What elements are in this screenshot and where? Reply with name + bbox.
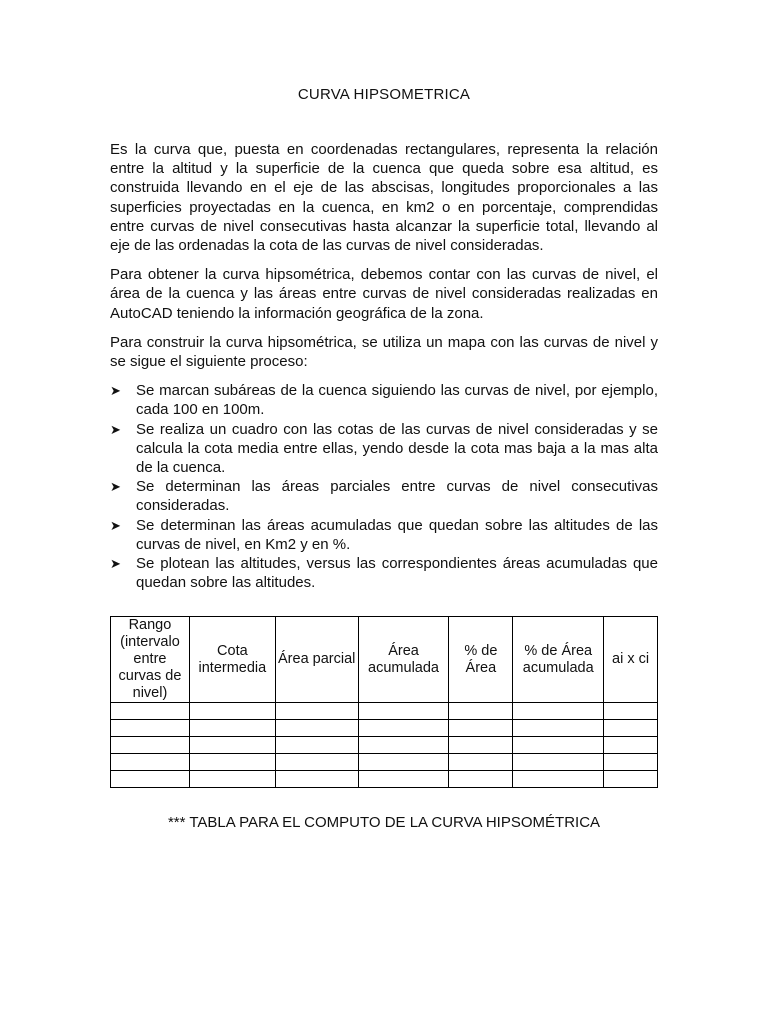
header-porcentaje-area-acumulada: % de Área acumulada: [513, 617, 604, 703]
table-cell: [513, 737, 604, 754]
table-caption: *** TABLA PARA EL COMPUTO DE LA CURVA HIPSOMÉTRICA: [167, 814, 601, 831]
table-cell: [275, 737, 358, 754]
table-cell: [358, 771, 449, 788]
table-cell: [111, 720, 190, 737]
list-item-text: Se plotean las altitudes, versus las correspondientes áreas acumuladas que quedan sobre las altitudes.: [136, 555, 658, 592]
table-cell: [513, 771, 604, 788]
table-cell: [449, 720, 513, 737]
process-steps-list: [110, 381, 658, 592]
table-cell: [604, 771, 658, 788]
table-cell: [513, 754, 604, 771]
list-item-text: Se marcan subáreas de la cuenca siguiendo las curvas de nivel, por ejemplo, cada 100 en 100m.: [136, 382, 658, 419]
table-cell: [111, 771, 190, 788]
arrowhead-bullet-icon: ➤: [110, 383, 121, 399]
header-area-acumulada: Área acumulada: [358, 617, 449, 703]
list-item: [110, 381, 658, 419]
table-cell: [449, 703, 513, 720]
table-cell: [189, 737, 275, 754]
table-cell: [275, 703, 358, 720]
table-row: [111, 703, 658, 720]
list-item-text: Se realiza un cuadro con las cotas de las curvas de nivel consideradas y se calcula la cota media entre ellas, yendo desde la cota mas baja a la mas alta de la cuenca.: [136, 420, 658, 477]
table-cell: [604, 754, 658, 771]
table-cell: [189, 703, 275, 720]
table-cell: [604, 737, 658, 754]
header-area-parcial: Área parcial: [275, 617, 358, 703]
table-cell: [358, 754, 449, 771]
table-row: [111, 737, 658, 754]
list-item: [110, 554, 658, 592]
table-cell: [189, 754, 275, 771]
table-row: [111, 771, 658, 788]
paragraph-process-intro: Para construir la curva hipsométrica, se utiliza un mapa con las curvas de nivel y se sigue el siguiente proceso:: [110, 333, 658, 371]
paragraph-definition: Es la curva que, puesta en coordenadas rectangulares, representa la relación entre la altitud y la superficie de la cuenca que queda sobre esa altitud, es construida llevando en el eje de las abscisas, longitudes proporcionales a las superficies proyectadas en la cuenca, en km2 o en porcentaje, comprendidas entre curvas de nivel consecutivas hasta alcanzar la superficie total, llevando al eje de las ordenadas la cota de las curvas de nivel consideradas.: [110, 141, 658, 255]
table-cell: [449, 737, 513, 754]
table-cell: [449, 754, 513, 771]
table-cell: [111, 754, 190, 771]
table-row: [111, 754, 658, 771]
table-cell: [513, 720, 604, 737]
arrowhead-bullet-icon: ➤: [110, 421, 121, 437]
paragraph-requirements: Para obtener la curva hipsométrica, debemos contar con las curvas de nivel, el área de la cuenca y las áreas entre curvas de nivel consideradas realizadas en AutoCAD teniendo la información geográfica de la zona.: [110, 266, 658, 322]
table-cell: [513, 703, 604, 720]
list-item: [110, 477, 658, 515]
table-cell: [111, 737, 190, 754]
list-item-text: Se determinan las áreas parciales entre curvas de nivel consecutivas consideradas.: [136, 478, 658, 515]
hypsometric-computation-table: [110, 616, 658, 788]
header-ai-x-ci: ai x ci: [604, 617, 658, 703]
list-item: [110, 420, 658, 478]
table-cell: [604, 703, 658, 720]
table-cell: [358, 737, 449, 754]
document-title: CURVA HIPSOMETRICA: [297, 86, 471, 103]
table-cell: [604, 720, 658, 737]
header-cota-intermedia: Cota intermedia: [189, 617, 275, 703]
table-row: [111, 720, 658, 737]
table-cell: [275, 771, 358, 788]
table-header-row: [111, 617, 658, 703]
list-item-text: Se determinan las áreas acumuladas que quedan sobre las altitudes de las curvas de nivel, en Km2 y en %.: [136, 516, 658, 553]
table-cell: [358, 703, 449, 720]
header-rango: Rango (intervalo entre curvas de nivel): [111, 617, 190, 703]
table-cell: [189, 720, 275, 737]
table-cell: [358, 720, 449, 737]
table-cell: [189, 771, 275, 788]
table-cell: [449, 771, 513, 788]
arrowhead-bullet-icon: ➤: [110, 556, 121, 572]
header-porcentaje-area: % de Área: [449, 617, 513, 703]
list-item: [110, 516, 658, 554]
table-cell: [111, 703, 190, 720]
table-cell: [275, 720, 358, 737]
arrowhead-bullet-icon: ➤: [110, 517, 121, 533]
arrowhead-bullet-icon: ➤: [110, 479, 121, 495]
document-body: [110, 140, 658, 592]
table-cell: [275, 754, 358, 771]
